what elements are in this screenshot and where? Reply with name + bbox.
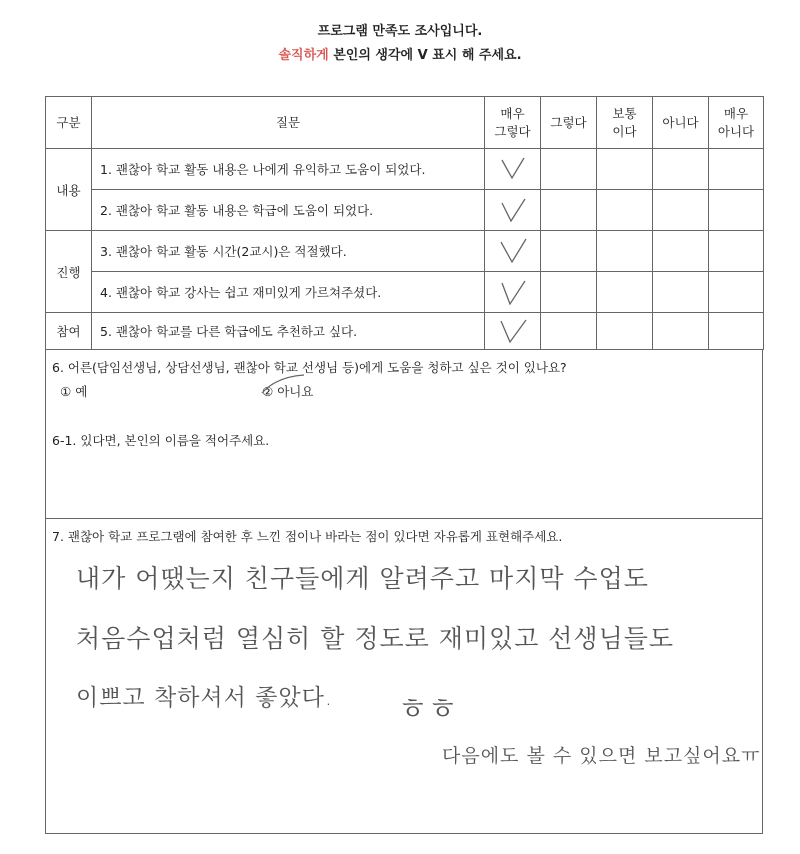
answer-5-agree[interactable]: [541, 313, 597, 350]
answer-1-strongly-disagree[interactable]: [709, 149, 764, 190]
answer-4-strongly-agree[interactable]: [485, 272, 541, 313]
satisfaction-table: [45, 96, 764, 350]
answer-3-strongly-agree[interactable]: [485, 231, 541, 272]
category-content: 내용: [46, 149, 92, 231]
option-yes-label: 예: [75, 384, 88, 399]
category-participation: 참여: [46, 313, 92, 350]
header-neutral: 보통 이다: [597, 97, 653, 149]
question-5: 5. 괜찮아 학교를 다른 학급에도 추천하고 싶다.: [92, 313, 485, 350]
answer-5-strongly-agree[interactable]: [485, 313, 541, 350]
check-mark-icon: [496, 316, 530, 346]
survey-title: 프로그램 만족도 조사입니다.: [317, 24, 483, 39]
survey-instruction: [0, 44, 800, 63]
table-row: [46, 190, 764, 231]
header-question: 질문: [92, 97, 485, 149]
handwritten-answer-line-2: 처음수업처럼 열심히 할 정도로 재미있고 선생님들도: [76, 624, 675, 653]
answer-4-neutral[interactable]: [597, 272, 653, 313]
table-row: [46, 149, 764, 190]
handwritten-answer-line-1: 내가 어땠는지 친구들에게 알려주고 마지막 수업도: [76, 564, 649, 593]
answer-4-agree[interactable]: [541, 272, 597, 313]
table-header-row: [46, 97, 764, 149]
answer-5-neutral[interactable]: [597, 313, 653, 350]
selection-stroke-icon: [258, 371, 308, 399]
check-mark-icon: [496, 277, 530, 307]
header-disagree: 아니다: [653, 97, 709, 149]
answer-2-neutral[interactable]: [597, 190, 653, 231]
answer-3-agree[interactable]: [541, 231, 597, 272]
question-7-section: [45, 519, 763, 834]
instruction-text: 본인의 생각에 V 표시 해 주세요.: [328, 48, 522, 63]
category-progress: 진행: [46, 231, 92, 313]
answer-1-agree[interactable]: [541, 149, 597, 190]
option-no-number: ②: [262, 384, 274, 399]
table-row: [46, 231, 764, 272]
question-6-section: [45, 349, 763, 519]
header-agree: 그렇다: [541, 97, 597, 149]
header-category: 구분: [46, 97, 92, 149]
answer-3-neutral[interactable]: [597, 231, 653, 272]
question-3: 3. 괜찮아 학교 활동 시간(2교시)은 적절했다.: [92, 231, 485, 272]
question-4: 4. 괜찮아 학교 강사는 쉽고 재미있게 가르쳐주셨다.: [92, 272, 485, 313]
header-strongly-agree: 매우 그렇다: [485, 97, 541, 149]
answer-4-disagree[interactable]: [653, 272, 709, 313]
answer-1-strongly-agree[interactable]: [485, 149, 541, 190]
option-yes[interactable]: [60, 382, 87, 400]
answer-2-strongly-disagree[interactable]: [709, 190, 764, 231]
handwritten-answer-line-3: 이쁘고 착하셔서 좋았다.: [76, 685, 334, 711]
option-yes-number: ①: [60, 384, 72, 399]
option-no-label: 아니요: [277, 384, 314, 399]
instruction-highlight: 솔직하게: [278, 48, 329, 63]
answer-5-strongly-disagree[interactable]: [709, 313, 764, 350]
answer-2-agree[interactable]: [541, 190, 597, 231]
answer-2-strongly-agree[interactable]: [485, 190, 541, 231]
check-mark-icon: [496, 195, 530, 225]
answer-3-disagree[interactable]: [653, 231, 709, 272]
question-1: 1. 괜찮아 학교 활동 내용은 나에게 유익하고 도움이 되었다.: [92, 149, 485, 190]
table-row: [46, 272, 764, 313]
answer-2-disagree[interactable]: [653, 190, 709, 231]
check-mark-icon: [496, 154, 530, 184]
answer-4-strongly-disagree[interactable]: [709, 272, 764, 313]
answer-3-strongly-disagree[interactable]: [709, 231, 764, 272]
answer-5-disagree[interactable]: [653, 313, 709, 350]
table-row: [46, 313, 764, 350]
question-7-text: 7. 괜찮아 학교 프로그램에 참여한 후 느낀 점이나 바라는 점이 있다면 자유롭게 표현해주세요.: [52, 529, 563, 544]
answer-1-disagree[interactable]: [653, 149, 709, 190]
question-2: 2. 괜찮아 학교 활동 내용은 학급에 도움이 되었다.: [92, 190, 485, 231]
header-strongly-disagree: 매우 아니다: [709, 97, 764, 149]
question-6-text: 6. 어른(담임선생님, 상담선생님, 괜찮아 학교 선생님 등)에게 도움을 청하고 싶은 것이 있나요?: [52, 360, 567, 375]
check-mark-icon: [496, 236, 530, 266]
question-6-1-text: 6-1. 있다면, 본인의 이름을 적어주세요.: [52, 433, 270, 448]
handwritten-answer-line-4: 다음에도 볼 수 있으면 보고싶어요ㅠ: [442, 745, 761, 767]
answer-1-neutral[interactable]: [597, 149, 653, 190]
handwritten-emoji: ㅎㅎ: [398, 692, 458, 727]
